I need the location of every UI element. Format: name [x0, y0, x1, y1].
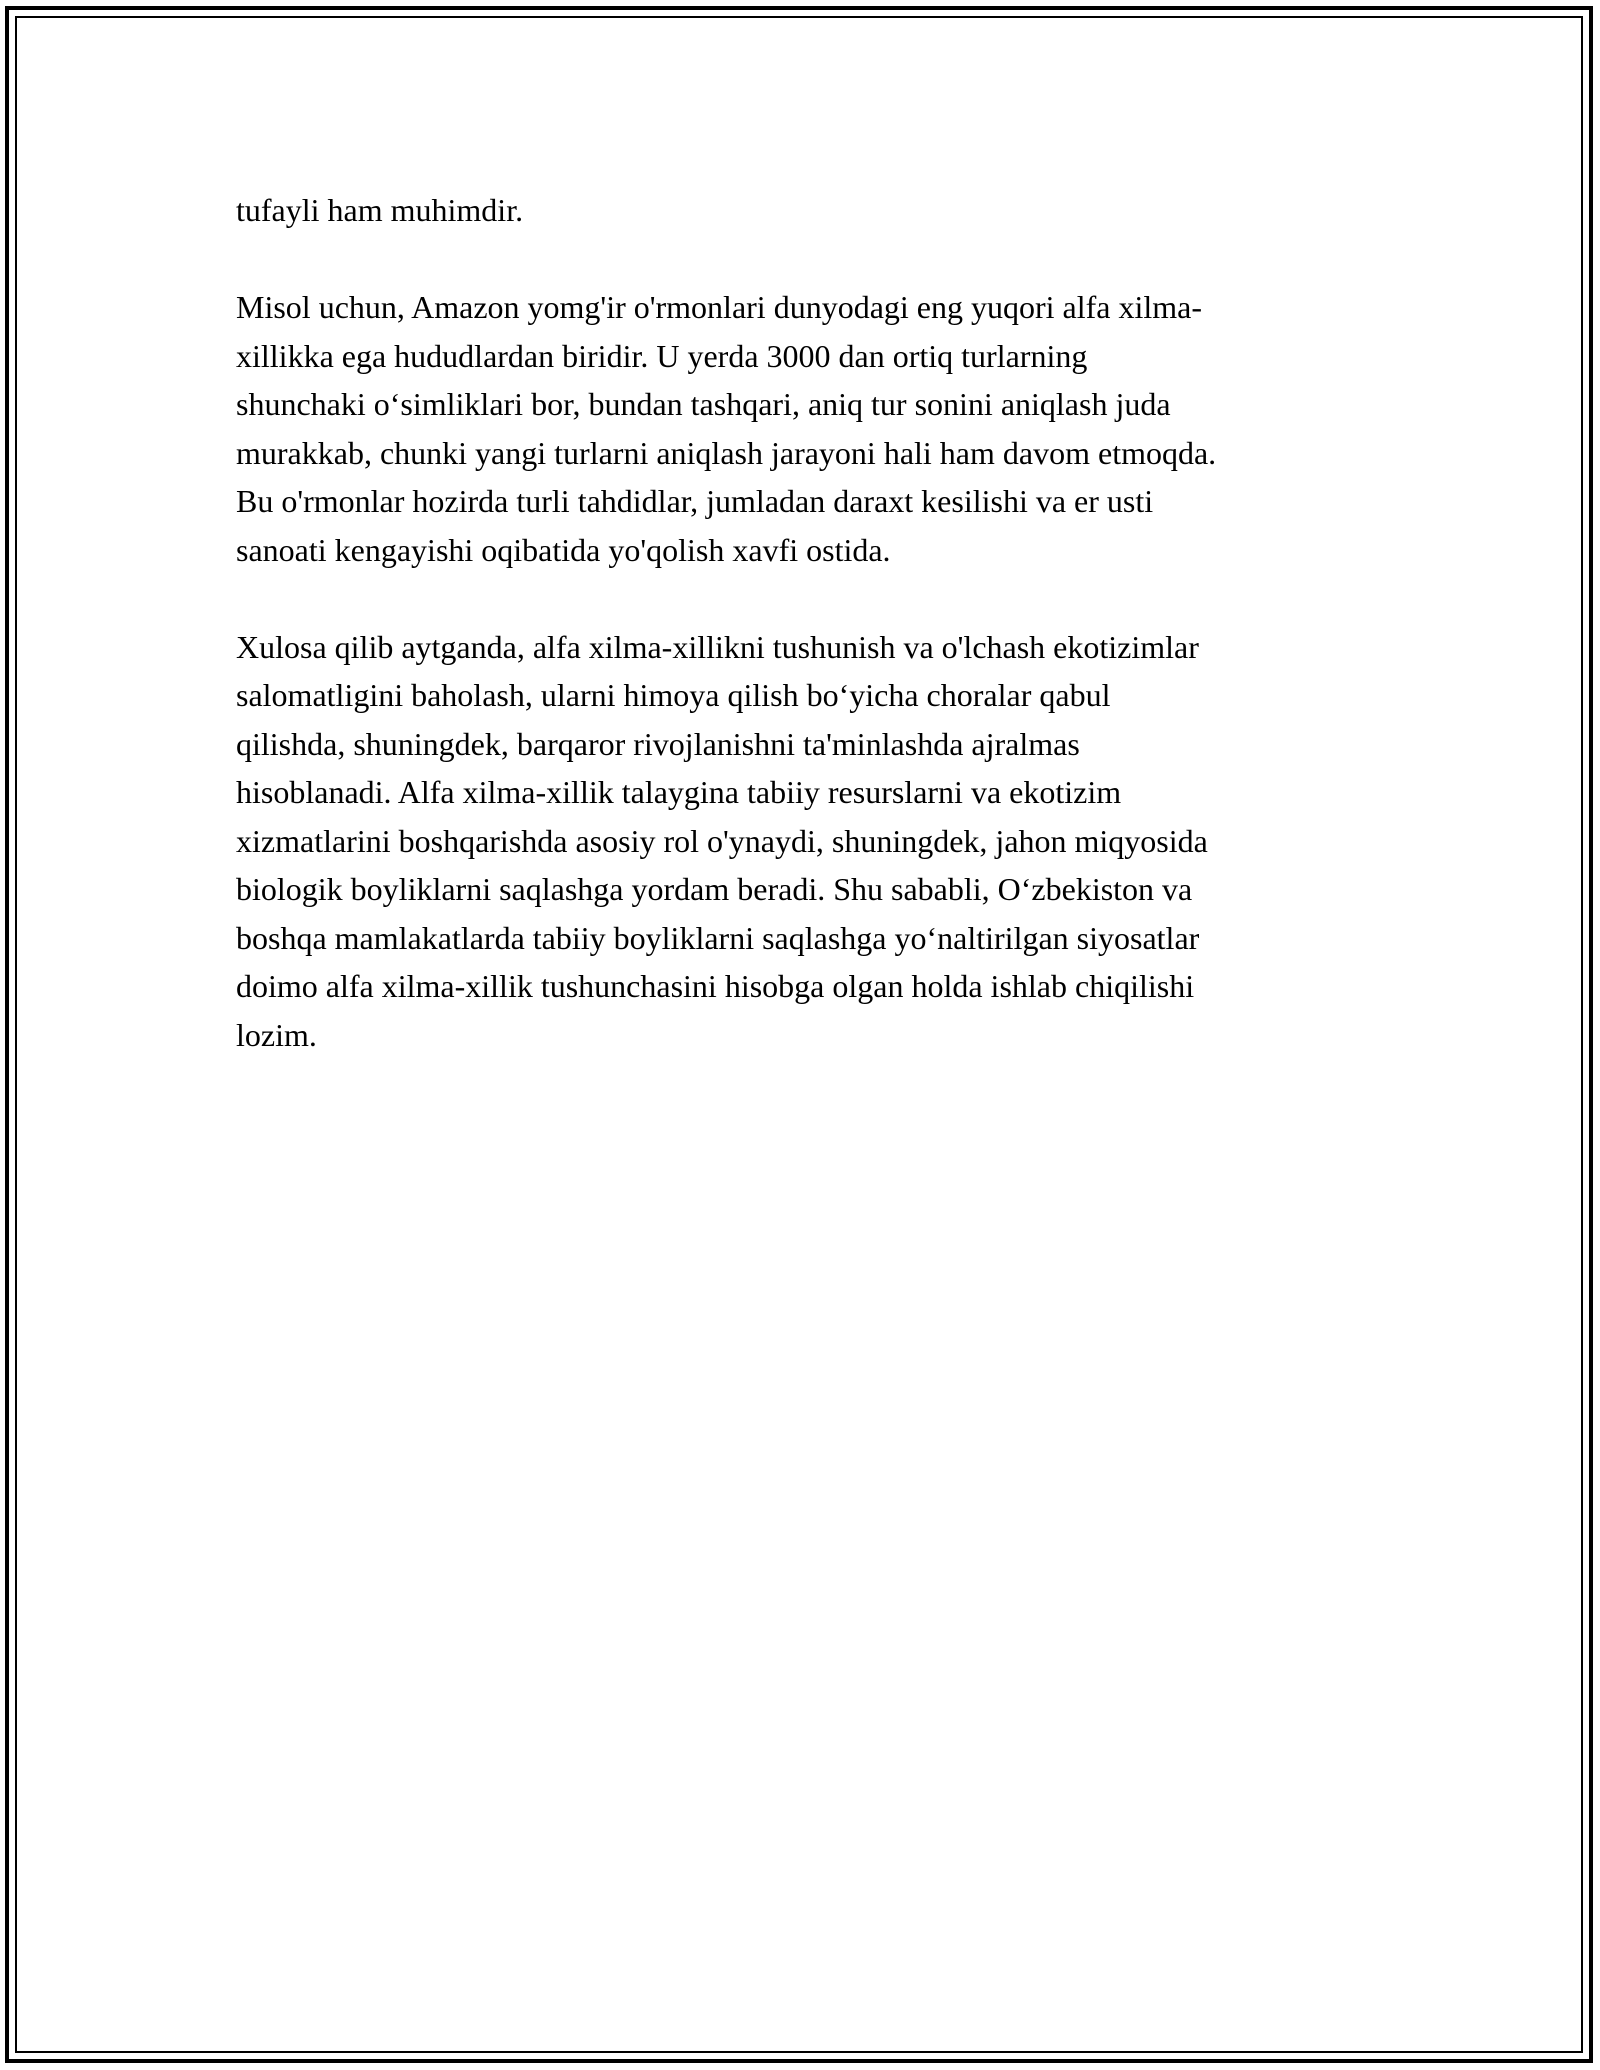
- text-line: Bu o'rmonlar hozirda turli tahdidlar, jumladan daraxt kesilishi va er usti: [236, 483, 1154, 519]
- text-line: xillikka ega hududlardan biridir. U yerda 3000 dan ortiq turlarning: [236, 337, 1088, 374]
- text-line: doimo alfa xilma-xillik tushunchasini hisobga olgan holda ishlab chiqilishi: [236, 968, 1195, 1004]
- text-line: biologik boyliklarni saqlashga yordam beradi. Shu sababli, O‘zbekiston va: [236, 871, 1193, 907]
- text-line: sanoati kengayishi oqibatida yo'qolish xavfi ostida.: [236, 531, 891, 568]
- text-line: shunchaki o‘simliklari bor, bundan tashqari, aniq tur sonini aniqlash juda: [236, 386, 1171, 422]
- text-line: Misol uchun, Amazon yomg'ir o'rmonlari dunyodagi eng yuqori alfa xilma-: [236, 289, 1203, 325]
- document-body: [236, 186, 1366, 1108]
- text-line: xizmatlarini boshqarishda asosiy rol o'ynaydi, shuningdek, jahon miqyosida: [236, 822, 1208, 859]
- text-line: hisoblanadi. Alfa xilma-xillik talaygina tabiiy resurslarni va ekotizim: [236, 774, 1122, 810]
- text-line: boshqa mamlakatlarda tabiiy boyliklarni saqlashga yo‘naltirilgan siyosatlar: [236, 919, 1200, 956]
- paragraph-continuation: [236, 186, 1366, 235]
- paragraph-conclusion: [236, 623, 1366, 1060]
- text-line: qilishda, shuningdek, barqaror rivojlanishni ta'minlashda ajralmas: [236, 725, 1080, 762]
- text-line: tufayli ham muhimdir.: [236, 192, 524, 228]
- text-line: murakkab, chunki yangi turlarni aniqlash jarayoni hali ham davom etmoqda.: [236, 434, 1217, 471]
- text-line: salomatligini baholash, ularni himoya qilish bo‘yicha choralar qabul: [236, 677, 1111, 713]
- text-line: lozim.: [236, 1016, 317, 1053]
- text-line: Xulosa qilib aytganda, alfa xilma-xillikni tushunish va o'lchash ekotizimlar: [236, 628, 1199, 665]
- paragraph-amazon-example: [236, 283, 1366, 574]
